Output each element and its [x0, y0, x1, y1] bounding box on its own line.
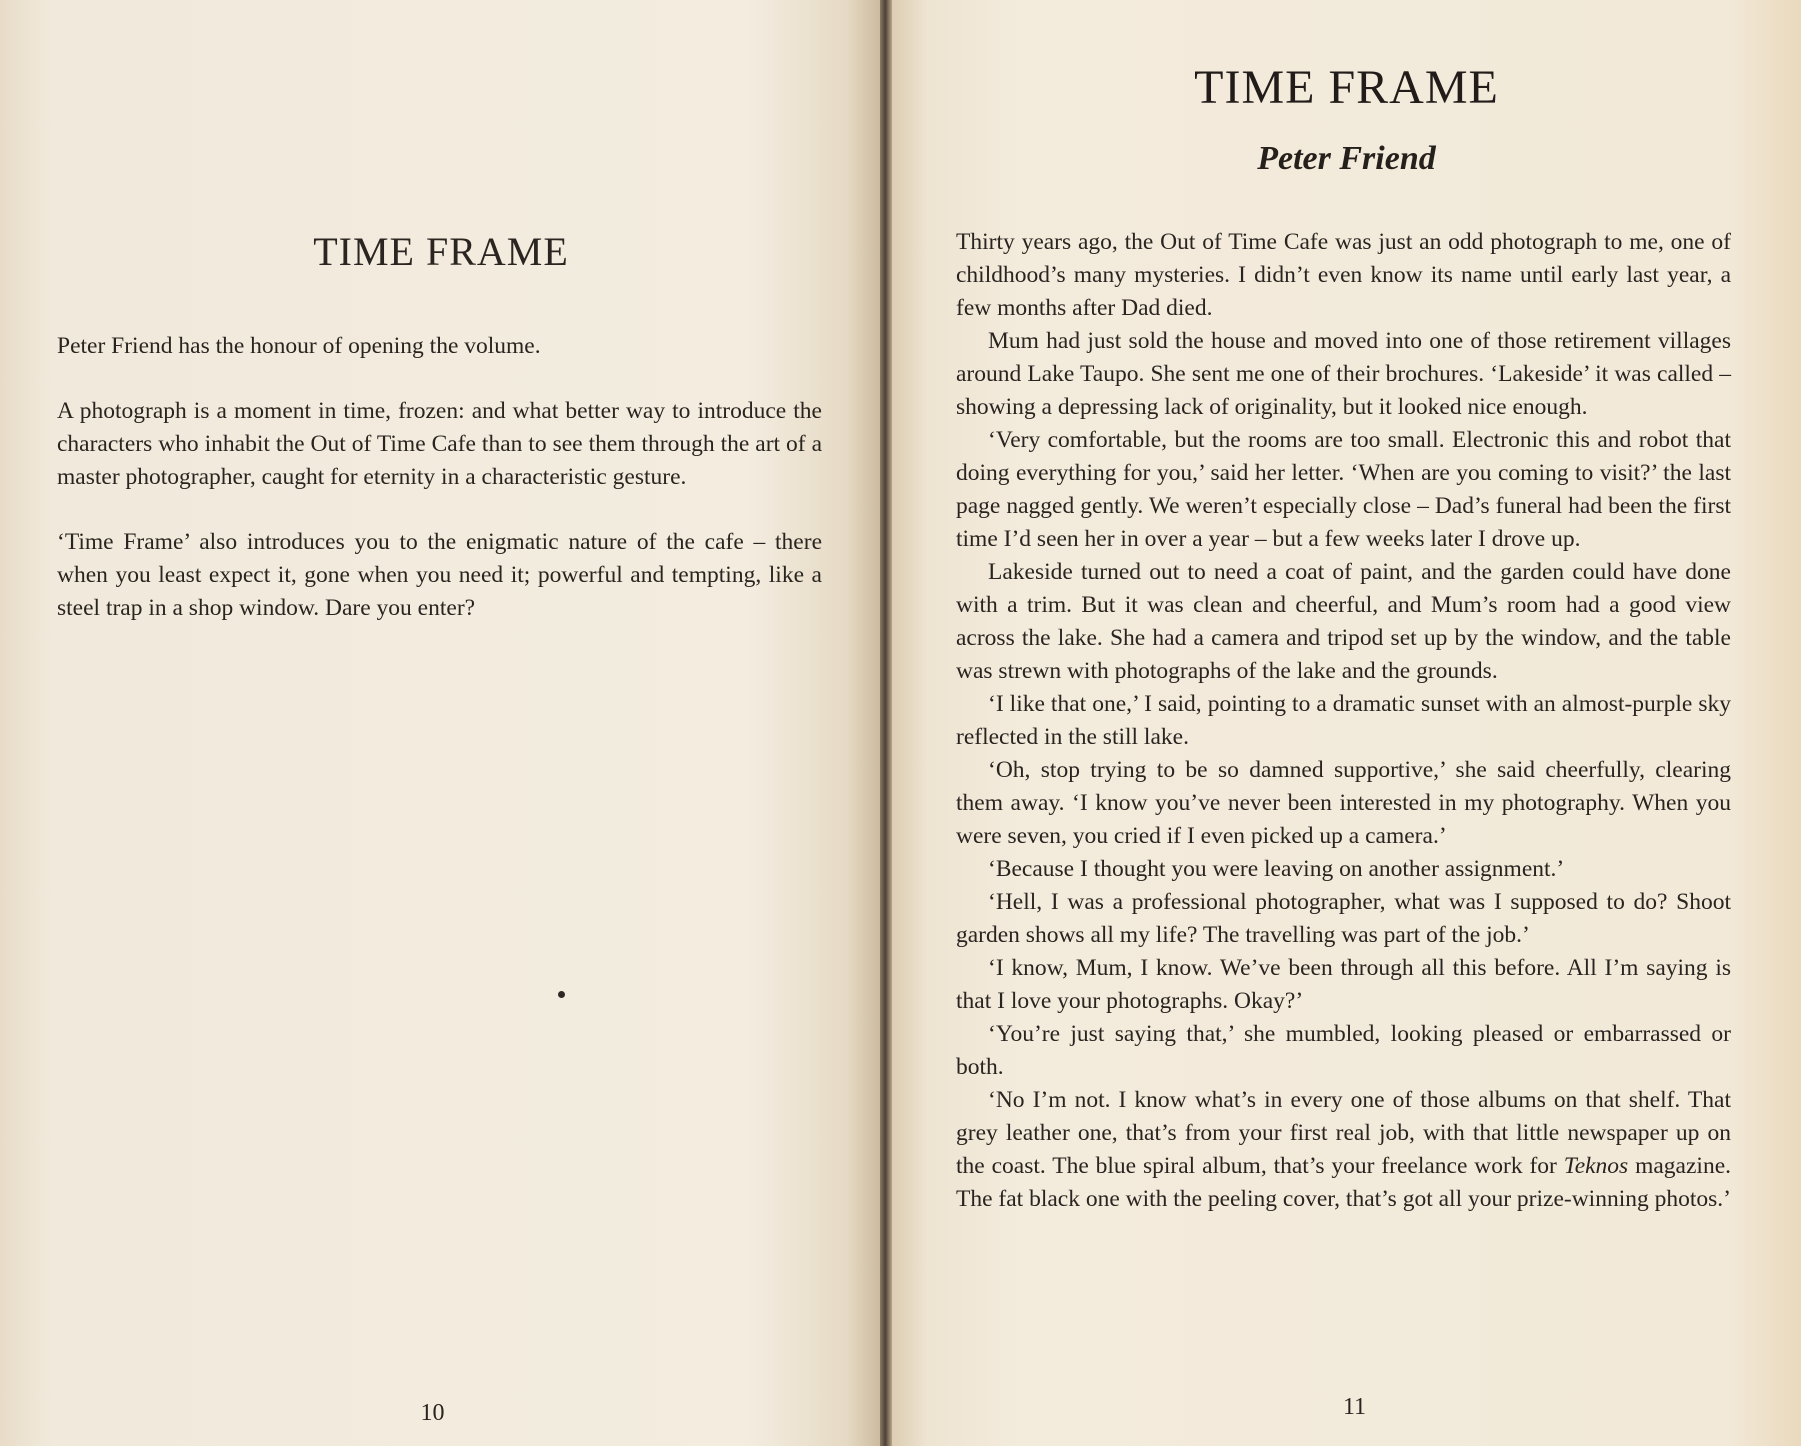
text-run: ‘No I’m not. I know what’s in every one of those albums on that shelf. That grey leather one, that’s from your first real job, with that little newspaper up on the coast. The blue spiral album, that’s your freelance work for — [956, 1087, 1731, 1179]
intro-paragraph: A photograph is a moment in time, frozen: and what better way to introduce the characters who inhabit the Out of Time Cafe than to see them through the art of a master photographer, caught for eternity in a characteristic gesture. — [57, 398, 822, 490]
left-page-title: TIME FRAME — [313, 229, 569, 274]
left-page-intro — [57, 330, 822, 657]
story-paragraph: ‘You’re just saying that,’ she mumbled, looking pleased or embarrassed or both. — [956, 1021, 1731, 1080]
story-paragraph: ‘Because I thought you were leaving on another assignment.’ — [988, 856, 1565, 882]
ornament-dot — [558, 991, 565, 998]
book-gutter — [880, 0, 892, 1446]
page-number-left: 10 — [420, 1400, 445, 1426]
intro-paragraph: Peter Friend has the honour of opening the volume. — [57, 333, 541, 359]
story-author: Peter Friend — [1257, 140, 1436, 177]
story-paragraph: ‘Oh, stop trying to be so damned supportive,’ she said cheerfully, clearing them away. ‘I know you’ve never been interested in my photography. When you were seven, you cried if I even picked up a camera.’ — [956, 757, 1731, 849]
story-paragraph: Thirty years ago, the Out of Time Cafe was just an odd photograph to me, one of childhood’s many mysteries. I didn’t even know its name until early last year, a few months after Dad died. — [956, 229, 1731, 321]
story-paragraph: ‘I know, Mum, I know. We’ve been through all this before. All I’m saying is that I love your photographs. Okay?’ — [956, 955, 1731, 1014]
story-paragraph: Mum had just sold the house and moved into one of those retirement villages around Lake Taupo. She sent me one of their brochures. ‘Lakeside’ it was called – showing a depressing lack of originality, but it looked nice enough. — [956, 328, 1731, 420]
story-paragraph: ‘Hell, I was a professional photographer, what was I supposed to do? Shoot garden shows all my life? The travelling was part of the job.’ — [956, 889, 1731, 948]
story-paragraph-last — [956, 1084, 1731, 1216]
page-number-right: 11 — [1342, 1394, 1367, 1420]
story-paragraph: Lakeside turned out to need a coat of paint, and the garden could have done with a trim. But it was clean and cheerful, and Mum’s room had a good view across the lake. She had a camera and tripod set up by the window, and the table was strewn with photographs of the lake and the grounds. — [956, 559, 1731, 684]
left-page — [0, 0, 882, 1446]
story-paragraph: ‘I like that one,’ I said, pointing to a dramatic sunset with an almost-purple sky reflected in the still lake. — [956, 691, 1731, 750]
text-run: magazine. The fat black one with the peeling cover, that’s got all your prize-winning photos.’ — [956, 1153, 1731, 1212]
story-title: TIME FRAME — [1194, 61, 1499, 114]
intro-paragraph: ‘Time Frame’ also introduces you to the enigmatic nature of the cafe – there when you least expect it, gone when you need it; powerful and tempting, like a steel trap in a shop window. Dare you enter? — [57, 529, 822, 621]
magazine-title: Teknos — [1563, 1153, 1629, 1179]
story-paragraph: ‘Very comfortable, but the rooms are too small. Electronic this and robot that doing everything for you,’ said her letter. ‘When are you coming to visit?’ the last page nagged gently. We weren’t especially close – Dad’s funeral had been the first time I’d seen her in over a year – but a few weeks later I drove up. — [956, 427, 1731, 552]
story-body — [956, 226, 1731, 1216]
